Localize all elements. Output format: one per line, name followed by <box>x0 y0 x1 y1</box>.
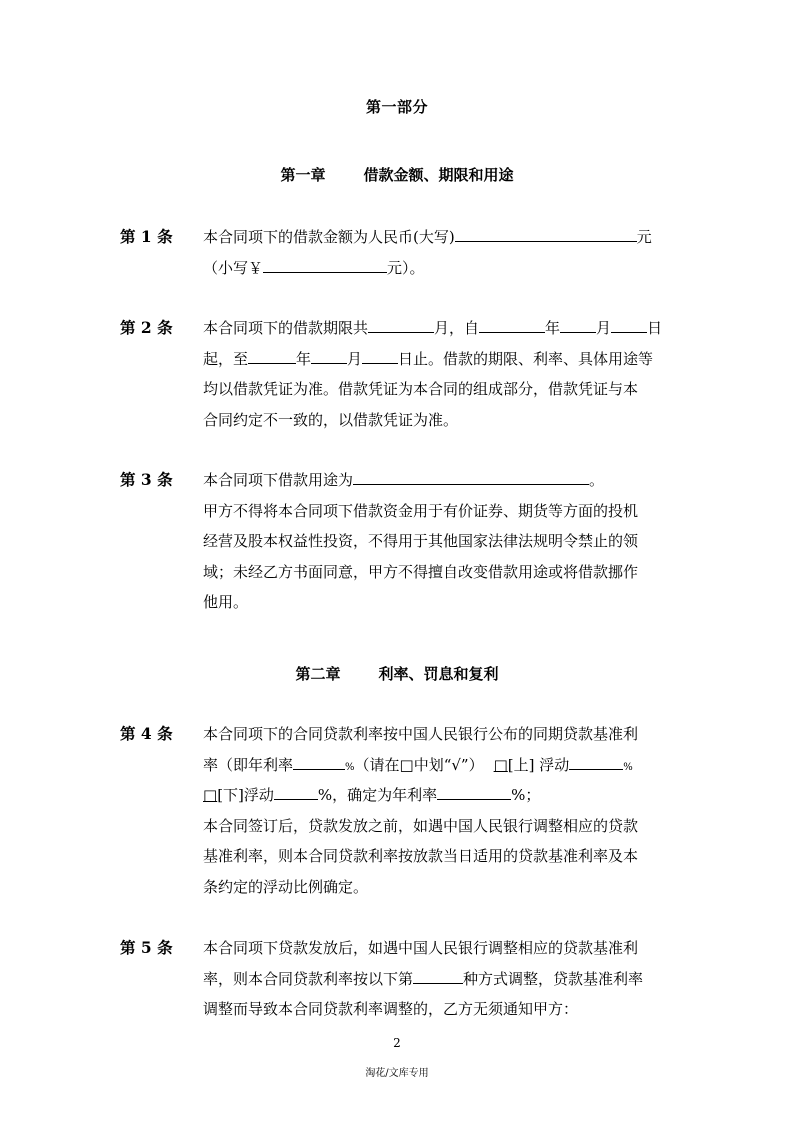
article-3-text: 域；未经乙方书面同意，甲方不得擅自改变借款用途或将借款挪作 <box>203 562 639 581</box>
float-up-percent-blank[interactable] <box>569 752 623 770</box>
chapter-1-heading <box>0 164 794 185</box>
end-month-blank[interactable] <box>311 346 347 364</box>
start-month-blank[interactable] <box>560 315 596 333</box>
article-5-text: 率，则本合同贷款利率按以下第 <box>203 969 414 988</box>
article-4-text: 本合同项下的合同贷款利率按中国人民银行公布的同期贷款基准利 <box>203 725 639 743</box>
part-title: 第一部分 <box>365 98 428 116</box>
article-4-text: 本合同签订后，贷款发放之前，如遇中国人民银行调整相应的贷款 <box>203 816 639 835</box>
article-4-text: [上] 浮动 <box>507 755 570 774</box>
article-1-body <box>203 222 675 283</box>
article-2-text: 日 <box>647 319 663 337</box>
article-4-text: （请在□中划“√”） <box>354 755 484 774</box>
article-2-text: 日止。借款的期限、利率、具体用途等 <box>398 349 654 368</box>
article-5-text: 本合同项下贷款发放后，如遇中国人民银行调整相应的贷款基准利 <box>203 939 639 957</box>
article-3-label: 第 3 条 <box>120 470 173 489</box>
article-4-text: 基准利率，则本合同贷款利率按放款当日适用的贷款基准利率及本 <box>203 847 639 865</box>
adjustment-method-blank[interactable] <box>413 966 463 984</box>
article-1-label: 第 1 条 <box>120 227 173 246</box>
article-2-text: 月 <box>347 349 363 368</box>
article-2-text: 本合同项下的借款期限共 <box>203 319 369 337</box>
chapter-2-number: 第二章 <box>295 665 341 683</box>
article-1-text: 本合同项下的借款金额为人民币(大写) <box>203 228 455 246</box>
article-4-text: % <box>623 761 633 773</box>
start-year-blank[interactable] <box>479 315 545 333</box>
article-2-text: 年 <box>296 349 312 368</box>
article-2-text: 月 <box>596 319 612 337</box>
article-5-text: 调整而导致本合同贷款利率调整的，乙方无须通知甲方： <box>203 1000 579 1018</box>
float-up-checkbox[interactable]: □ <box>493 755 508 774</box>
article-3-text: 甲方不得将本合同项下借款资金用于有价证券、期货等方面的投机 <box>203 501 639 520</box>
article-5-text: 种方式调整，贷款基准利率 <box>463 969 644 988</box>
article-2-text: 合同约定不一致的，以借款凭证为准。 <box>203 410 459 429</box>
article-2-body <box>203 313 675 435</box>
article-4-text: [下]浮动 <box>217 786 274 804</box>
article-1-text: 元 <box>636 228 652 246</box>
article-5-body <box>203 933 675 1025</box>
article-3-text: 本合同项下借款用途为 <box>203 471 354 489</box>
chapter-1-title: 借款金额、期限和用途 <box>363 166 514 184</box>
article-2-text: 起，至 <box>203 349 249 368</box>
article-2-text: 均以借款凭证为准。借款凭证为本合同的组成部分，借款凭证与本 <box>203 380 639 398</box>
loan-purpose-blank[interactable] <box>353 467 589 485</box>
article-2-text: 月，自 <box>434 319 480 337</box>
page-number: 2 <box>393 1036 401 1050</box>
article-4-text: %； <box>511 786 541 804</box>
base-rate-blank[interactable] <box>293 752 345 770</box>
chapter-1-number: 第一章 <box>280 166 326 184</box>
article-1-text: （小写￥ <box>203 258 264 277</box>
article-3-text: 他用。 <box>203 593 249 611</box>
article-4-text: %，确定为年利率 <box>317 786 438 804</box>
annual-rate-blank[interactable] <box>437 782 511 800</box>
article-2-text: 年 <box>545 319 561 337</box>
chapter-2-heading <box>0 663 794 684</box>
end-year-blank[interactable] <box>248 346 296 364</box>
article-3-text: 经营及股本权益性投资，不得用于其他国家法律法规明令禁止的领 <box>203 532 639 550</box>
article-2-label: 第 2 条 <box>120 318 173 337</box>
amount-numeric-blank[interactable] <box>263 255 387 273</box>
chapter-2-title: 利率、罚息和复利 <box>378 665 499 683</box>
amount-uppercase-blank[interactable] <box>455 224 637 242</box>
article-4-label: 第 4 条 <box>120 724 173 743</box>
footer-text: 淘花/文库专用 <box>365 1068 429 1079</box>
article-3-body <box>203 465 675 618</box>
end-day-blank[interactable] <box>362 346 398 364</box>
article-4-text: % <box>345 761 355 773</box>
article-4-text: 条约定的浮动比例确定。 <box>203 877 369 896</box>
article-1-text: 元）。 <box>387 258 425 277</box>
float-down-checkbox[interactable]: □ <box>203 786 218 804</box>
article-4-body <box>203 719 675 902</box>
article-4-text: 率（即年利率 <box>203 755 294 774</box>
start-day-blank[interactable] <box>611 315 647 333</box>
article-3-text: 。 <box>589 471 605 489</box>
float-down-percent-blank[interactable] <box>274 782 318 800</box>
article-5-label: 第 5 条 <box>120 938 173 957</box>
term-months-blank[interactable] <box>368 315 434 333</box>
